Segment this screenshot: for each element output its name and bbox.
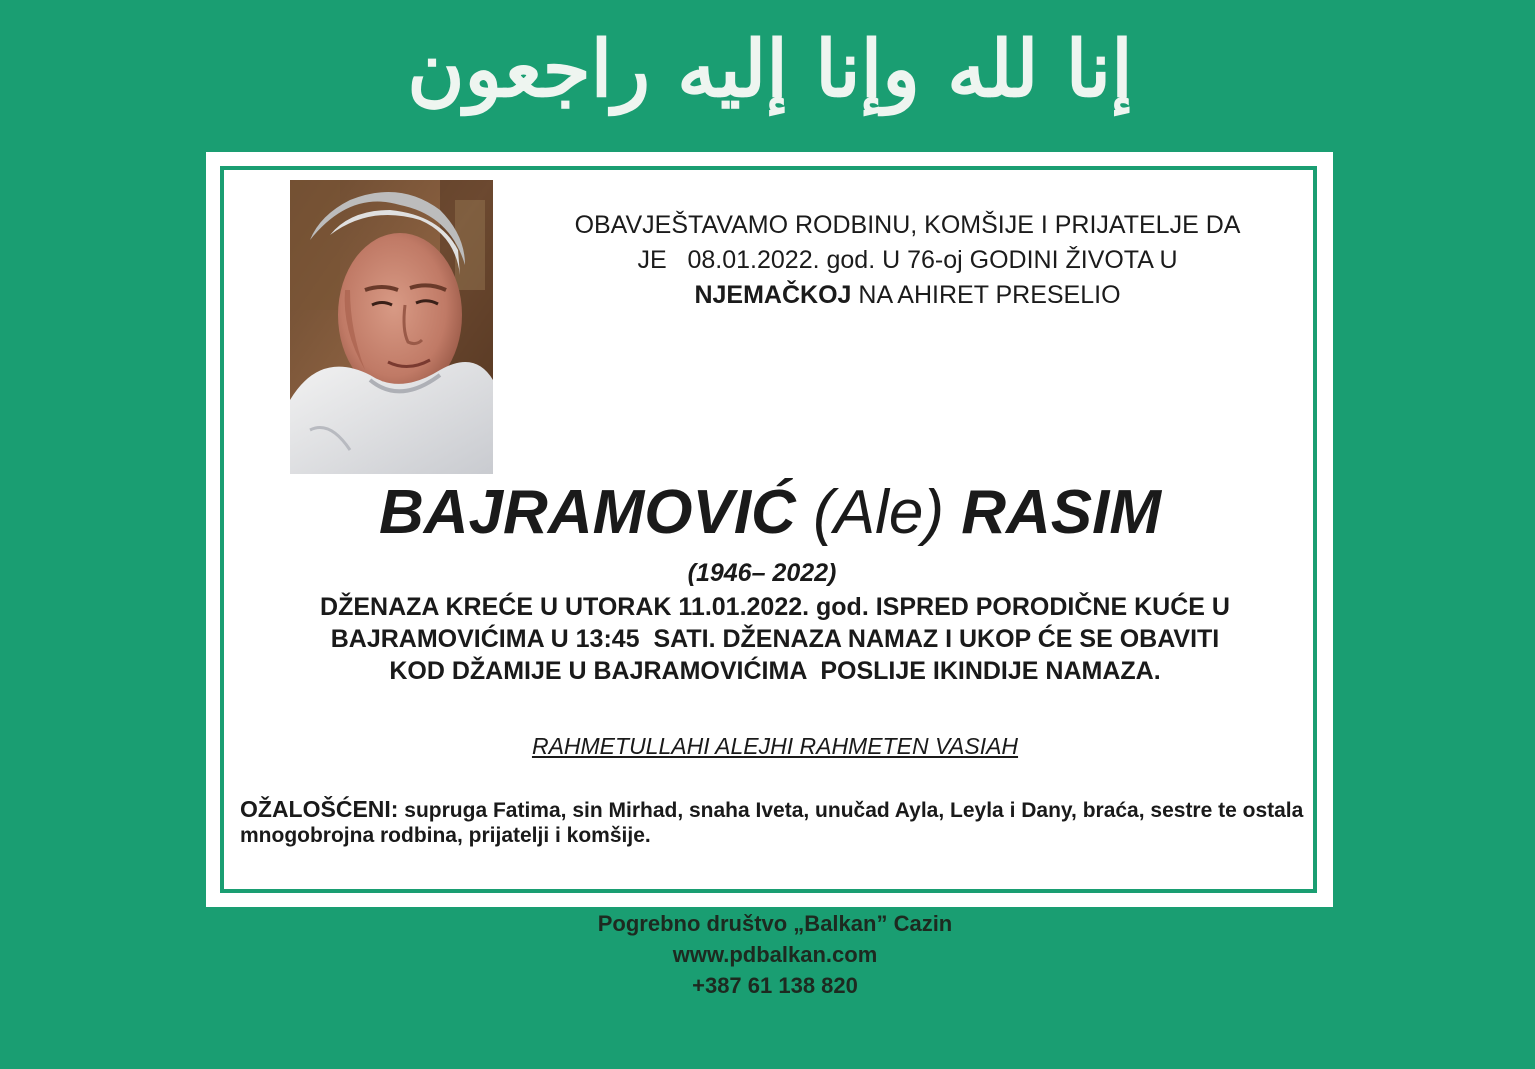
death-announcement <box>510 208 1305 313</box>
funeral-home-name: Pogrebno društvo „Balkan” Cazin <box>597 911 953 936</box>
announcement-line-1: OBAVJEŠTAVAMO RODBINU, KOMŠIJE I PRIJATELJE DA <box>574 211 1241 239</box>
portrait-photo-icon <box>290 180 493 474</box>
funeral-line-3: KOD DŽAMIJE U BAJRAMOVIĆIMA POSLIJE IKINDIJE NAMAZA. <box>389 657 1161 685</box>
arabic-calligraphy-header <box>407 8 1133 138</box>
announcement-line-3-rest: NA AHIRET PRESELIO <box>851 281 1121 309</box>
mourners-list <box>240 797 1320 848</box>
calligraphy-svg <box>407 8 1133 138</box>
life-years: (1946– 2022) <box>687 559 837 587</box>
deceased-surname: BAJRAMOVIĆ <box>379 478 796 547</box>
prayer-line <box>230 733 1320 760</box>
deceased-first-name: RASIM <box>961 478 1161 547</box>
funeral-details <box>250 591 1300 687</box>
funeral-line-1: DŽENAZA KREĆE U UTORAK 11.01.2022. god. ISPRED PORODIČNE KUĆE U <box>320 593 1230 621</box>
country-name: NJEMAČKOJ <box>694 281 852 309</box>
funeral-line-2: BAJRAMOVIĆIMA U 13:45 SATI. DŽENAZA NAMAZ I UKOP ĆE SE OBAVITI <box>330 625 1220 653</box>
mourners-text: supruga Fatima, sin Mirhad, snaha Iveta, unučad Ayla, Leyla i Dany, braća, sestre te ostala mnogobrojna rodbina, prijatelji i komšije. <box>240 799 1304 847</box>
announcement-line-2: JE 08.01.2022. god. U 76-oj GODINI ŽIVOTA U <box>637 246 1178 274</box>
funeral-home-phone: +387 61 138 820 <box>692 973 858 998</box>
portrait-photo <box>290 180 493 474</box>
deceased-nickname: (Ale) <box>813 478 944 547</box>
calligraphy-text: إنا لله وإنا إليه راجعون <box>407 24 1133 115</box>
announcement-line-3 <box>510 278 1305 313</box>
mourners-label: OŽALOŠĆENI: <box>240 796 399 822</box>
deceased-name <box>230 478 1310 548</box>
prayer-text: RAHMETULLAHI ALEJHI RAHMETEN VASIAH <box>531 733 1019 759</box>
funeral-home-website: www.pdbalkan.com <box>672 942 878 967</box>
funeral-home-footer <box>400 908 1150 1001</box>
